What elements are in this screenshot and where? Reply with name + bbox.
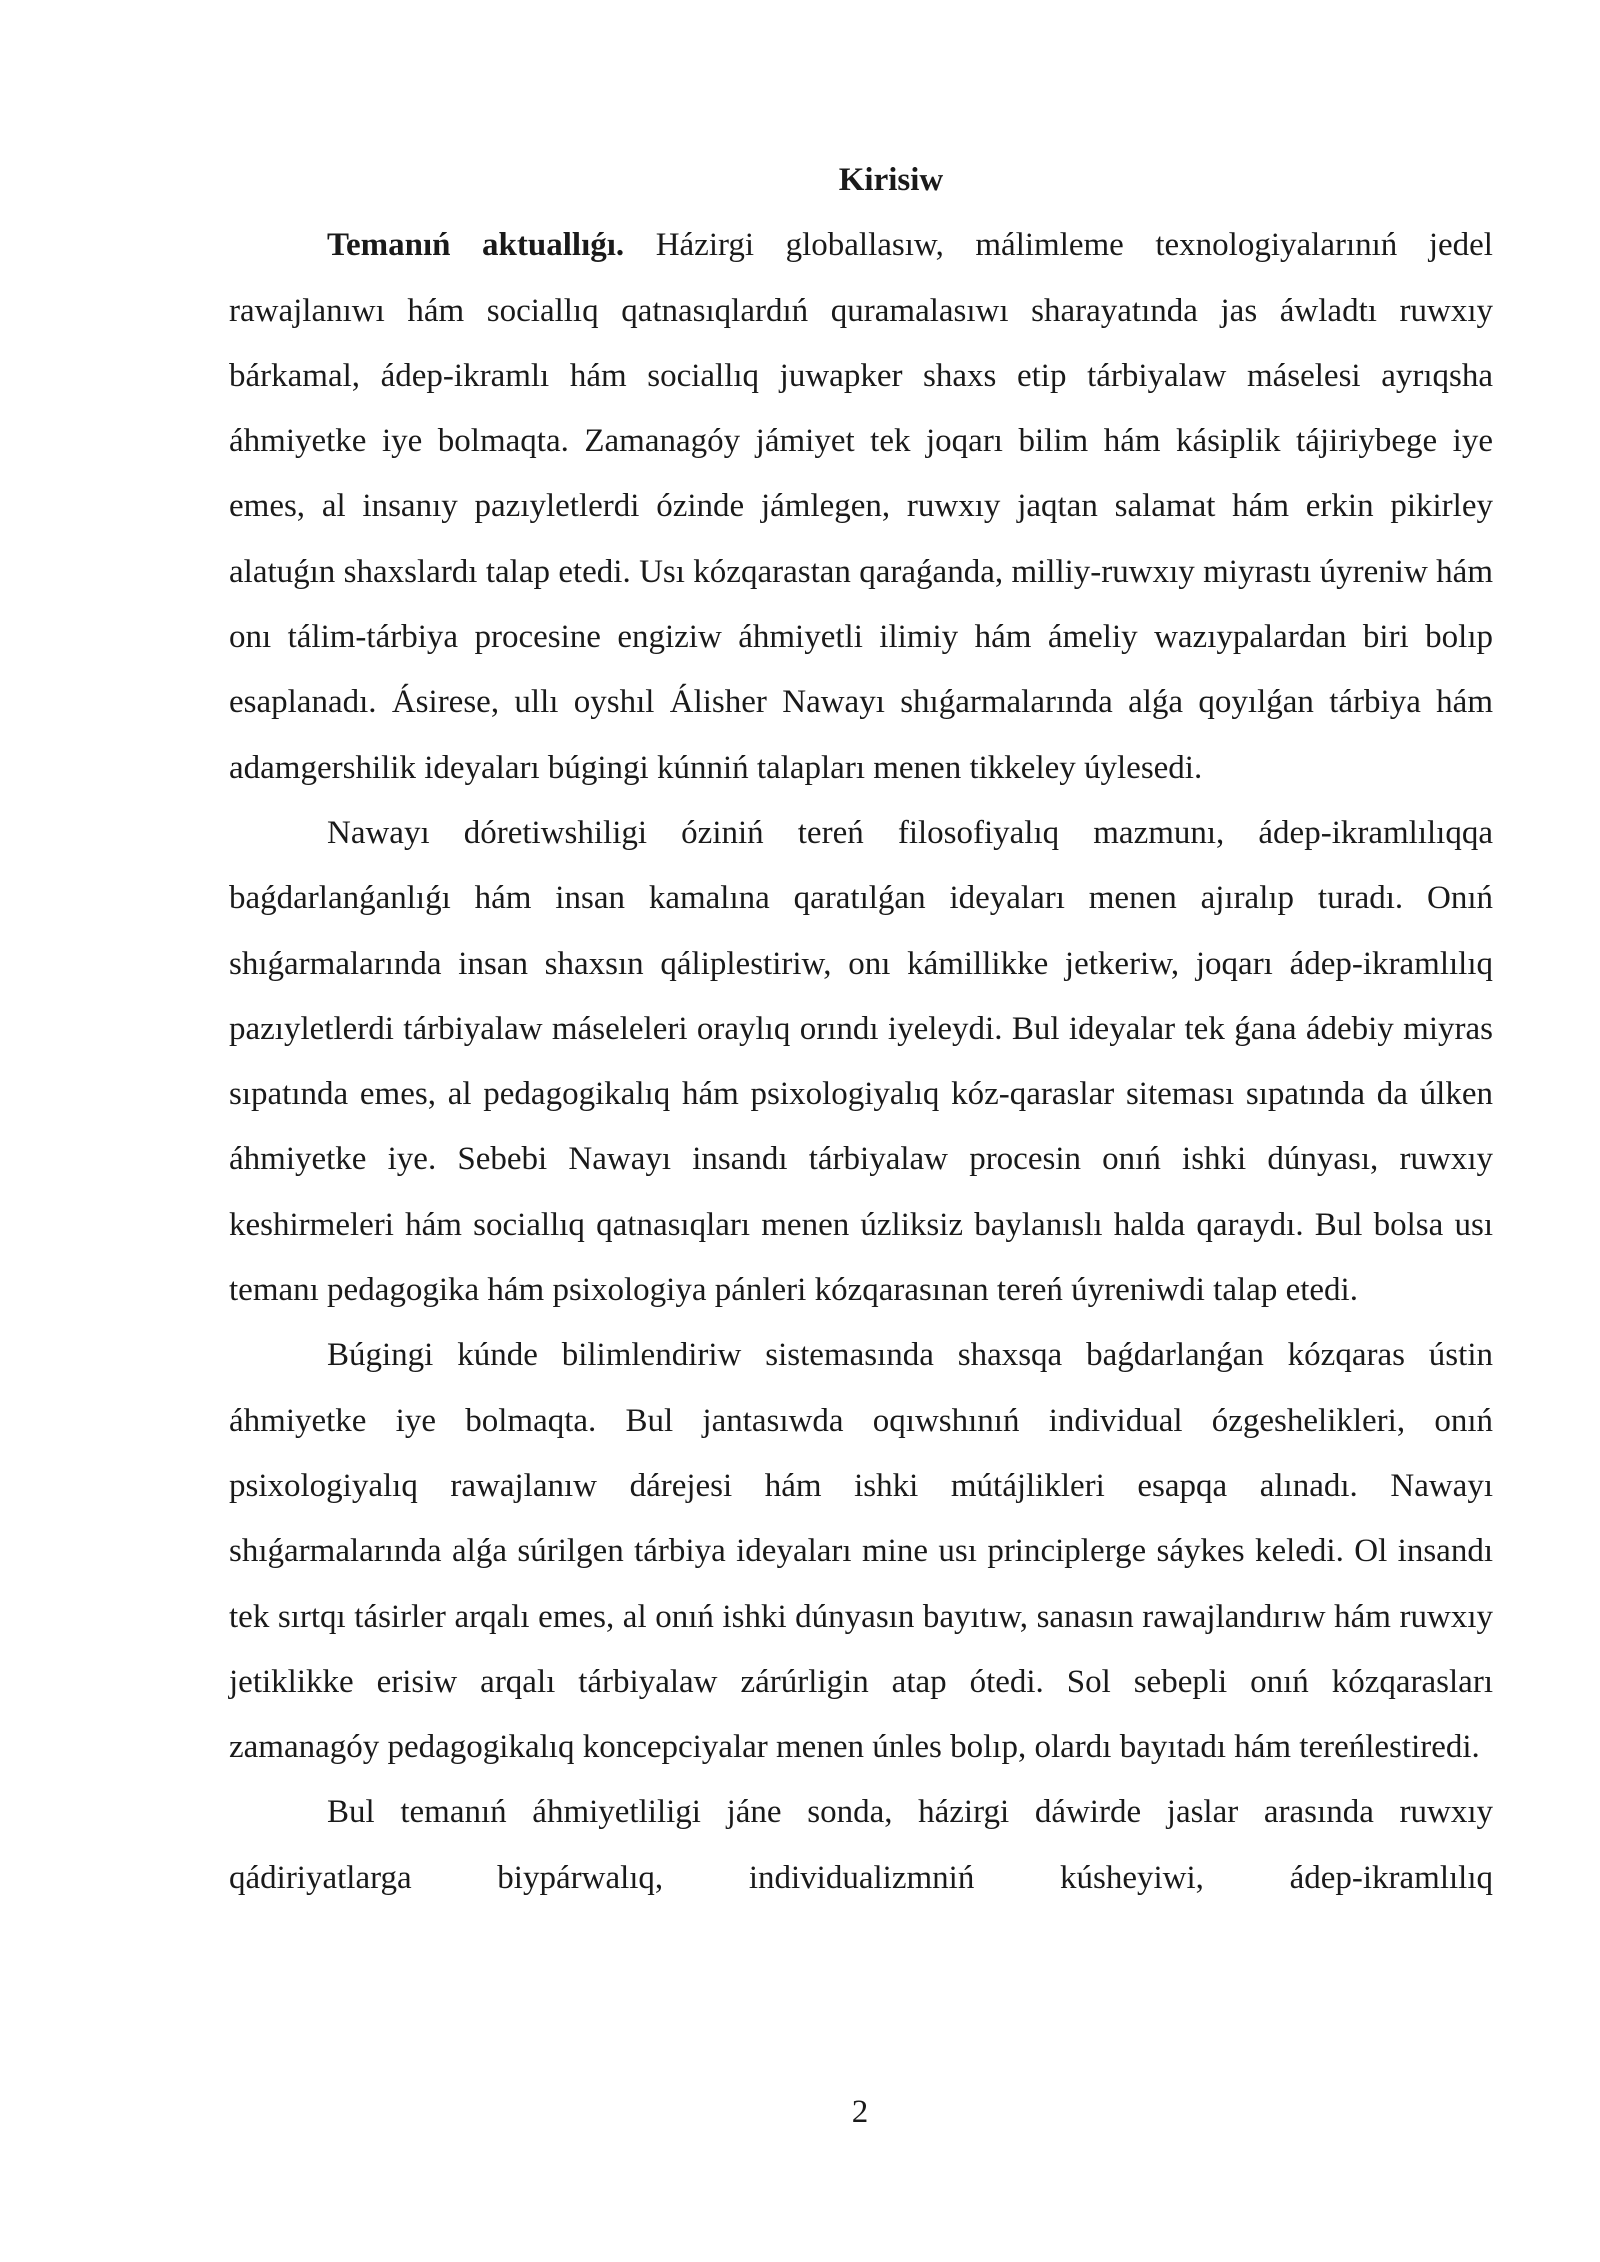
page-body <box>229 148 1493 1911</box>
paragraph-text: Bul temanıń áhmiyetliligi jáne sonda, házirgi dáwirde jaslar arasında ruwxıy qádiriyatlarga biypárwalıq, individualizmniń kúsheyiwi, ádep-ikramlılıq <box>229 1794 1493 1896</box>
paragraph-lead: Temanıń aktuallıǵı. <box>327 227 625 264</box>
paragraph-1 <box>229 213 1493 801</box>
page-title: Kirisiw <box>838 162 944 198</box>
paragraph-text: Búgingi kúnde bilimlendiriw sistemasında shaxsqa baǵdarlanǵan kózqaras ústin áhmiyetke iye bolmaqta. Bul jantasıwda oqıwshınıń individual ózgeshelikleri, onıń psixologiyalıq rawajlanıw dárejesi hám ishki mútájlikleri esapqa alınadı. Nawayı shıǵarmalarında alǵa súrilgen tárbiya ideyaları mine usı principlerge sáykes keledi. Ol insandı tek sırtqı tásirler arqalı emes, al onıń ishki dúnyasın bayıtıw, sanasın rawajlandırıw hám ruwxıy jetiklikke erisiw arqalı tárbiyalaw zárúrligin atap ótedi. Sol sebepli onıń kózqarasları zamanagóy pedagogikalıq koncepciyalar menen únles bolıp, olardı bayıtadı hám tereńlestiredi. <box>229 1337 1493 1766</box>
paragraph-text: Nawayı dóretiwshiligi óziniń tereń filosofiyalıq mazmunı, ádep-ikramlılıqqa baǵdarlanǵanlıǵı hám insan kamalına qaratılǵan ideyaları menen ajıralıp turadı. Onıń shıǵarmalarında insan shaxsın qáliplestiriw, onı kámillikke jetkeriw, joqarı ádep-ikramlılıq pazıyletlerdi tárbiyalaw máseleleri oraylıq orındı iyeleydi. Bul ideyalar tek ǵana ádebiy miyras sıpatında emes, al pedagogikalıq hám psixologiyalıq kóz-qaraslar siteması sıpatında da úlken áhmiyetke iye. Sebebi Nawayı insandı tárbiyalaw procesin onıń ishki dúnyası, ruwxıy keshirmeleri hám sociallıq qatnasıqları menen úzliksiz baylanıslı halda qaraydı. Bul bolsa usı temanı pedagogika hám psixologiya pánleri kózqarasınan tereń úyreniwdi talap etedi. <box>229 814 1493 1309</box>
page-number: 2 <box>851 2094 869 2130</box>
paragraph-4 <box>229 1780 1493 1911</box>
paragraph-text: Házirgi globallasıw, málimleme texnologiyalarınıń jedel rawajlanıwı hám sociallıq qatnasıqlardıń quramalasıwı sharayatında jas áwladtı ruwxıy bárkamal, ádep-ikramlı hám sociallıq juwapker shaxs etip tárbiyalaw máselesi ayrıqsha áhmiyetke iye bolmaqta. Zamanagóy jámiyet tek joqarı bilim hám kásiplik tájiriybege iye emes, al insanıy pazıyletlerdi ózinde jámlegen, ruwxıy jaqtan salamat hám erkin pikirley alatuǵın shaxslardı talap etedi. Usı kózqarastan qaraǵanda, milliy-ruwxıy miyrastı úyreniw hám onı tálim-tárbiya procesine engiziw áhmiyetli ilimiy hám ámeliy wazıypalardan biri bolıp esaplanadı. Ásirese, ullı oyshıl Álisher Nawayı shıǵarmalarında alǵa qoyılǵan tárbiya hám adamgershilik ideyaları búgingi kúnniń talapları menen tikkeley úylesedi. <box>229 227 1493 786</box>
paragraph-2 <box>229 801 1493 1323</box>
paragraph-3 <box>229 1323 1493 1780</box>
